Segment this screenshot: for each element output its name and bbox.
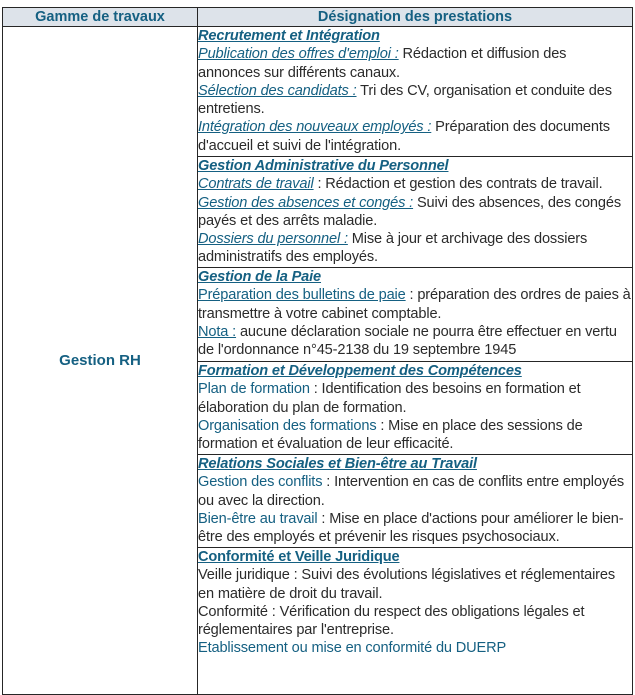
- section-title: Relations Sociales et Bien-être au Travail: [198, 456, 477, 472]
- item-text: aucune déclaration sociale ne pourra être effectuer en vertu de l'ordonnance n°45-2138 du 19 septembre 1945: [198, 323, 617, 358]
- section-item: [198, 417, 632, 454]
- item-label: Publication des offres d'emploi :: [198, 46, 399, 63]
- item-text: : Mise en place d'actions pour améliorer le bien-être des employés et prévenir les risques psychosociaux.: [198, 510, 624, 545]
- section-item: [198, 230, 632, 267]
- section-item: [198, 45, 632, 82]
- section-title: Formation et Développement des Compétences: [198, 363, 522, 379]
- services-table: [2, 7, 633, 695]
- item-text: : Vérification du respect des obligations légales et réglementaires par l'entreprise.: [198, 603, 585, 638]
- item-label: Plan de formation: [198, 381, 310, 398]
- table-header-row: [3, 8, 633, 27]
- item-label: Conformité: [198, 603, 268, 620]
- section-title: Gestion Administrative du Personnel: [198, 158, 449, 174]
- section-item: [198, 194, 632, 231]
- item-text: : Intervention en cas de conflits entre employés ou avec la direction.: [198, 474, 625, 509]
- section-item: [198, 323, 632, 360]
- item-label: Bien-être au travail: [198, 510, 318, 527]
- section-item: [198, 639, 632, 657]
- section-cell: [198, 268, 633, 362]
- section-title: Recrutement et Intégration: [198, 28, 380, 44]
- item-label: Contrats de travail: [198, 176, 314, 193]
- item-label: Gestion des conflits: [198, 474, 323, 491]
- item-text: : Identification des besoins en formation et élaboration du plan de formation.: [198, 381, 581, 416]
- item-text: : Suivi des évolutions législatives et réglementaires en matière de droit du travail.: [198, 567, 616, 602]
- item-text: : Mise en place des sessions de formation et évaluation de leur efficacité.: [198, 417, 583, 452]
- item-text: Préparation des documents d'accueil et suivi de l'intégration.: [198, 119, 610, 154]
- item-label: Intégration des nouveaux employés :: [198, 119, 432, 136]
- section-item: [198, 566, 632, 603]
- item-label: Etablissement ou mise en conformité du DUERP: [198, 640, 507, 657]
- item-label: Dossiers du personnel :: [198, 231, 348, 247]
- section-cell: [198, 362, 633, 455]
- section-item: [198, 380, 632, 417]
- item-label: Veille juridique: [198, 567, 290, 584]
- section-cell: [198, 548, 633, 695]
- item-text: Suivi des absences, des congés payés et des arrêts maladie.: [198, 194, 621, 229]
- section-item: [198, 118, 632, 155]
- section-item: [198, 82, 632, 119]
- item-label: Nota :: [198, 323, 237, 340]
- section-item: [198, 603, 632, 640]
- range-label: Gestion RH: [59, 352, 141, 369]
- item-text: Rédaction et diffusion des annonces sur différents canaux.: [198, 46, 567, 81]
- section-title: Gestion de la Paie: [198, 269, 322, 285]
- item-label: Gestion des absences et congés :: [198, 194, 414, 211]
- section-row: [3, 27, 633, 157]
- item-text: Mise à jour et archivage des dossiers administratifs des employés.: [198, 231, 588, 266]
- column-header-range: Gamme de travaux: [3, 8, 198, 27]
- section-item: [198, 175, 632, 193]
- item-label: Sélection des candidats :: [198, 82, 357, 99]
- item-text: : Rédaction et gestion des contrats de travail.: [313, 176, 603, 193]
- item-label: Organisation des formations: [198, 417, 377, 434]
- item-text: : préparation des ordres de paies à transmettre à votre cabinet comptable.: [198, 287, 631, 322]
- column-header-designation: Désignation des prestations: [198, 8, 633, 27]
- section-item: [198, 510, 632, 547]
- section-cell: [198, 27, 633, 157]
- item-text: Tri des CV, organisation et conduite des entretiens.: [198, 82, 612, 117]
- item-label: Préparation des bulletins de paie: [198, 287, 406, 304]
- section-item: [198, 286, 632, 323]
- section-cell: [198, 455, 633, 548]
- section-item: [198, 473, 632, 510]
- section-title: Conformité et Veille Juridique: [198, 549, 400, 565]
- range-cell: [3, 27, 198, 695]
- section-cell: [198, 157, 633, 268]
